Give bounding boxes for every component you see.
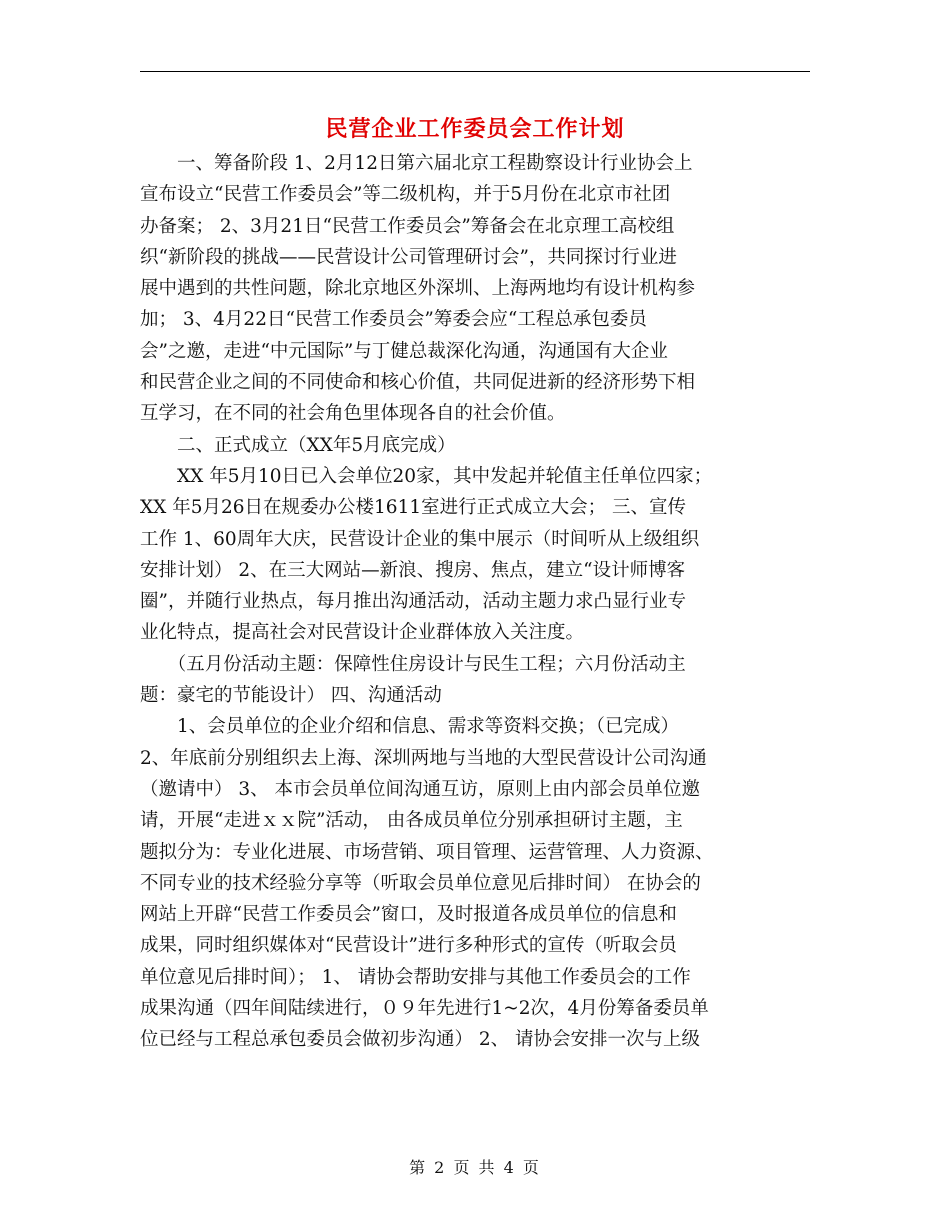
body-line: 不同专业的技术经验分享等（听取会员单位意见后排时间） 在协会的 (140, 872, 701, 894)
document-title: 民营企业工作委员会工作计划 (325, 116, 625, 142)
page-number-footer: 第 2 页 共 4 页 (409, 1158, 541, 1177)
document-body (140, 148, 810, 1056)
body-line: 单位意见后排时间）； 1、 请协会帮助安排与其他工作委员会的工作 (140, 966, 691, 988)
header-rule (140, 71, 810, 72)
body-line: 工作 1、60周年大庆，民营设计企业的集中展示（时间听从上级组织 (140, 528, 700, 550)
body-line: 展中遇到的共性问题，除北京地区外深圳、上海两地均有设计机构参 (140, 278, 696, 300)
body-line: 宣布设立“民营工作委员会”等二级机构，并于5月份在北京市社团 (140, 184, 671, 206)
body-line: 办备案； 2、3月21日“民营工作委员会”筹备会在北京理工高校组 (140, 215, 675, 237)
body-line: 2、年底前分别组织去上海、深圳两地与当地的大型民营设计公司沟通 (140, 747, 707, 769)
body-line: 成果沟通（四年间陆续进行，０９年先进行1~2次，4月份筹备委员单 (140, 998, 709, 1020)
body-line: 题拟分为：专业化进展、市场营销、项目管理、运营管理、人力资源、 (140, 841, 714, 863)
body-line: 二、正式成立（XX年5月底完成） (140, 434, 456, 456)
body-line: 位已经与工程总承包委员会做初步沟通） 2、 请协会安排一次与上级 (140, 1029, 701, 1051)
body-line: 请，开展“走进ｘｘ院”活动， 由各成员单位分别承担研讨主题，主 (140, 810, 683, 832)
body-line: 织“新阶段的挑战——民营设计公司管理研讨会”，共同探讨行业进 (140, 246, 677, 268)
body-line: XX 年5月26日在规委办公楼1611室进行正式成立大会； 三、宣传 (140, 497, 686, 519)
body-line: 和民营企业之间的不同使命和核心价值，共同促进新的经济形势下相 (140, 372, 696, 394)
body-line: 会”之邀，走进“中元国际”与丁健总裁深化沟通，沟通国有大企业 (140, 340, 668, 362)
body-line: （邀请中） 3、 本市会员单位间沟通互访，原则上由内部会员单位邀 (140, 778, 701, 800)
body-line: 业化特点，提高社会对民营设计企业群体放入关注度。 (140, 622, 585, 644)
body-line: 圈”，并随行业热点，每月推出沟通活动，活动主题力求凸显行业专 (140, 591, 686, 613)
body-line: 成果，同时组织媒体对“民营设计”进行多种形式的宣传（听取会员 (140, 935, 677, 957)
body-line: 安排计划） 2、在三大网站—新浪、搜房、焦点，建立“设计师博客 (140, 559, 686, 581)
body-line: 互学习，在不同的社会角色里体现各自的社会价值。 (140, 403, 566, 425)
body-line: 1、会员单位的企业介绍和信息、需求等资料交换；（已完成） (140, 716, 680, 738)
body-line: 加； 3、4月22日“民营工作委员会”筹委会应“工程总承包委员 (140, 309, 647, 331)
body-line: 题：豪宅的节能设计） 四、沟通活动 (140, 685, 442, 707)
body-line: 网站上开辟“民营工作委员会”窗口，及时报道各成员单位的信息和 (140, 904, 677, 926)
body-line: 一、筹备阶段 1、2月12日第六届北京工程勘察设计行业协会上 (140, 153, 693, 174)
body-line: XX 年5月10日已入会单位20家，其中发起并轮值主任单位四家； (140, 465, 713, 487)
body-line: （五月份活动主题：保障性住房设计与民生工程；六月份活动主 (140, 653, 686, 675)
